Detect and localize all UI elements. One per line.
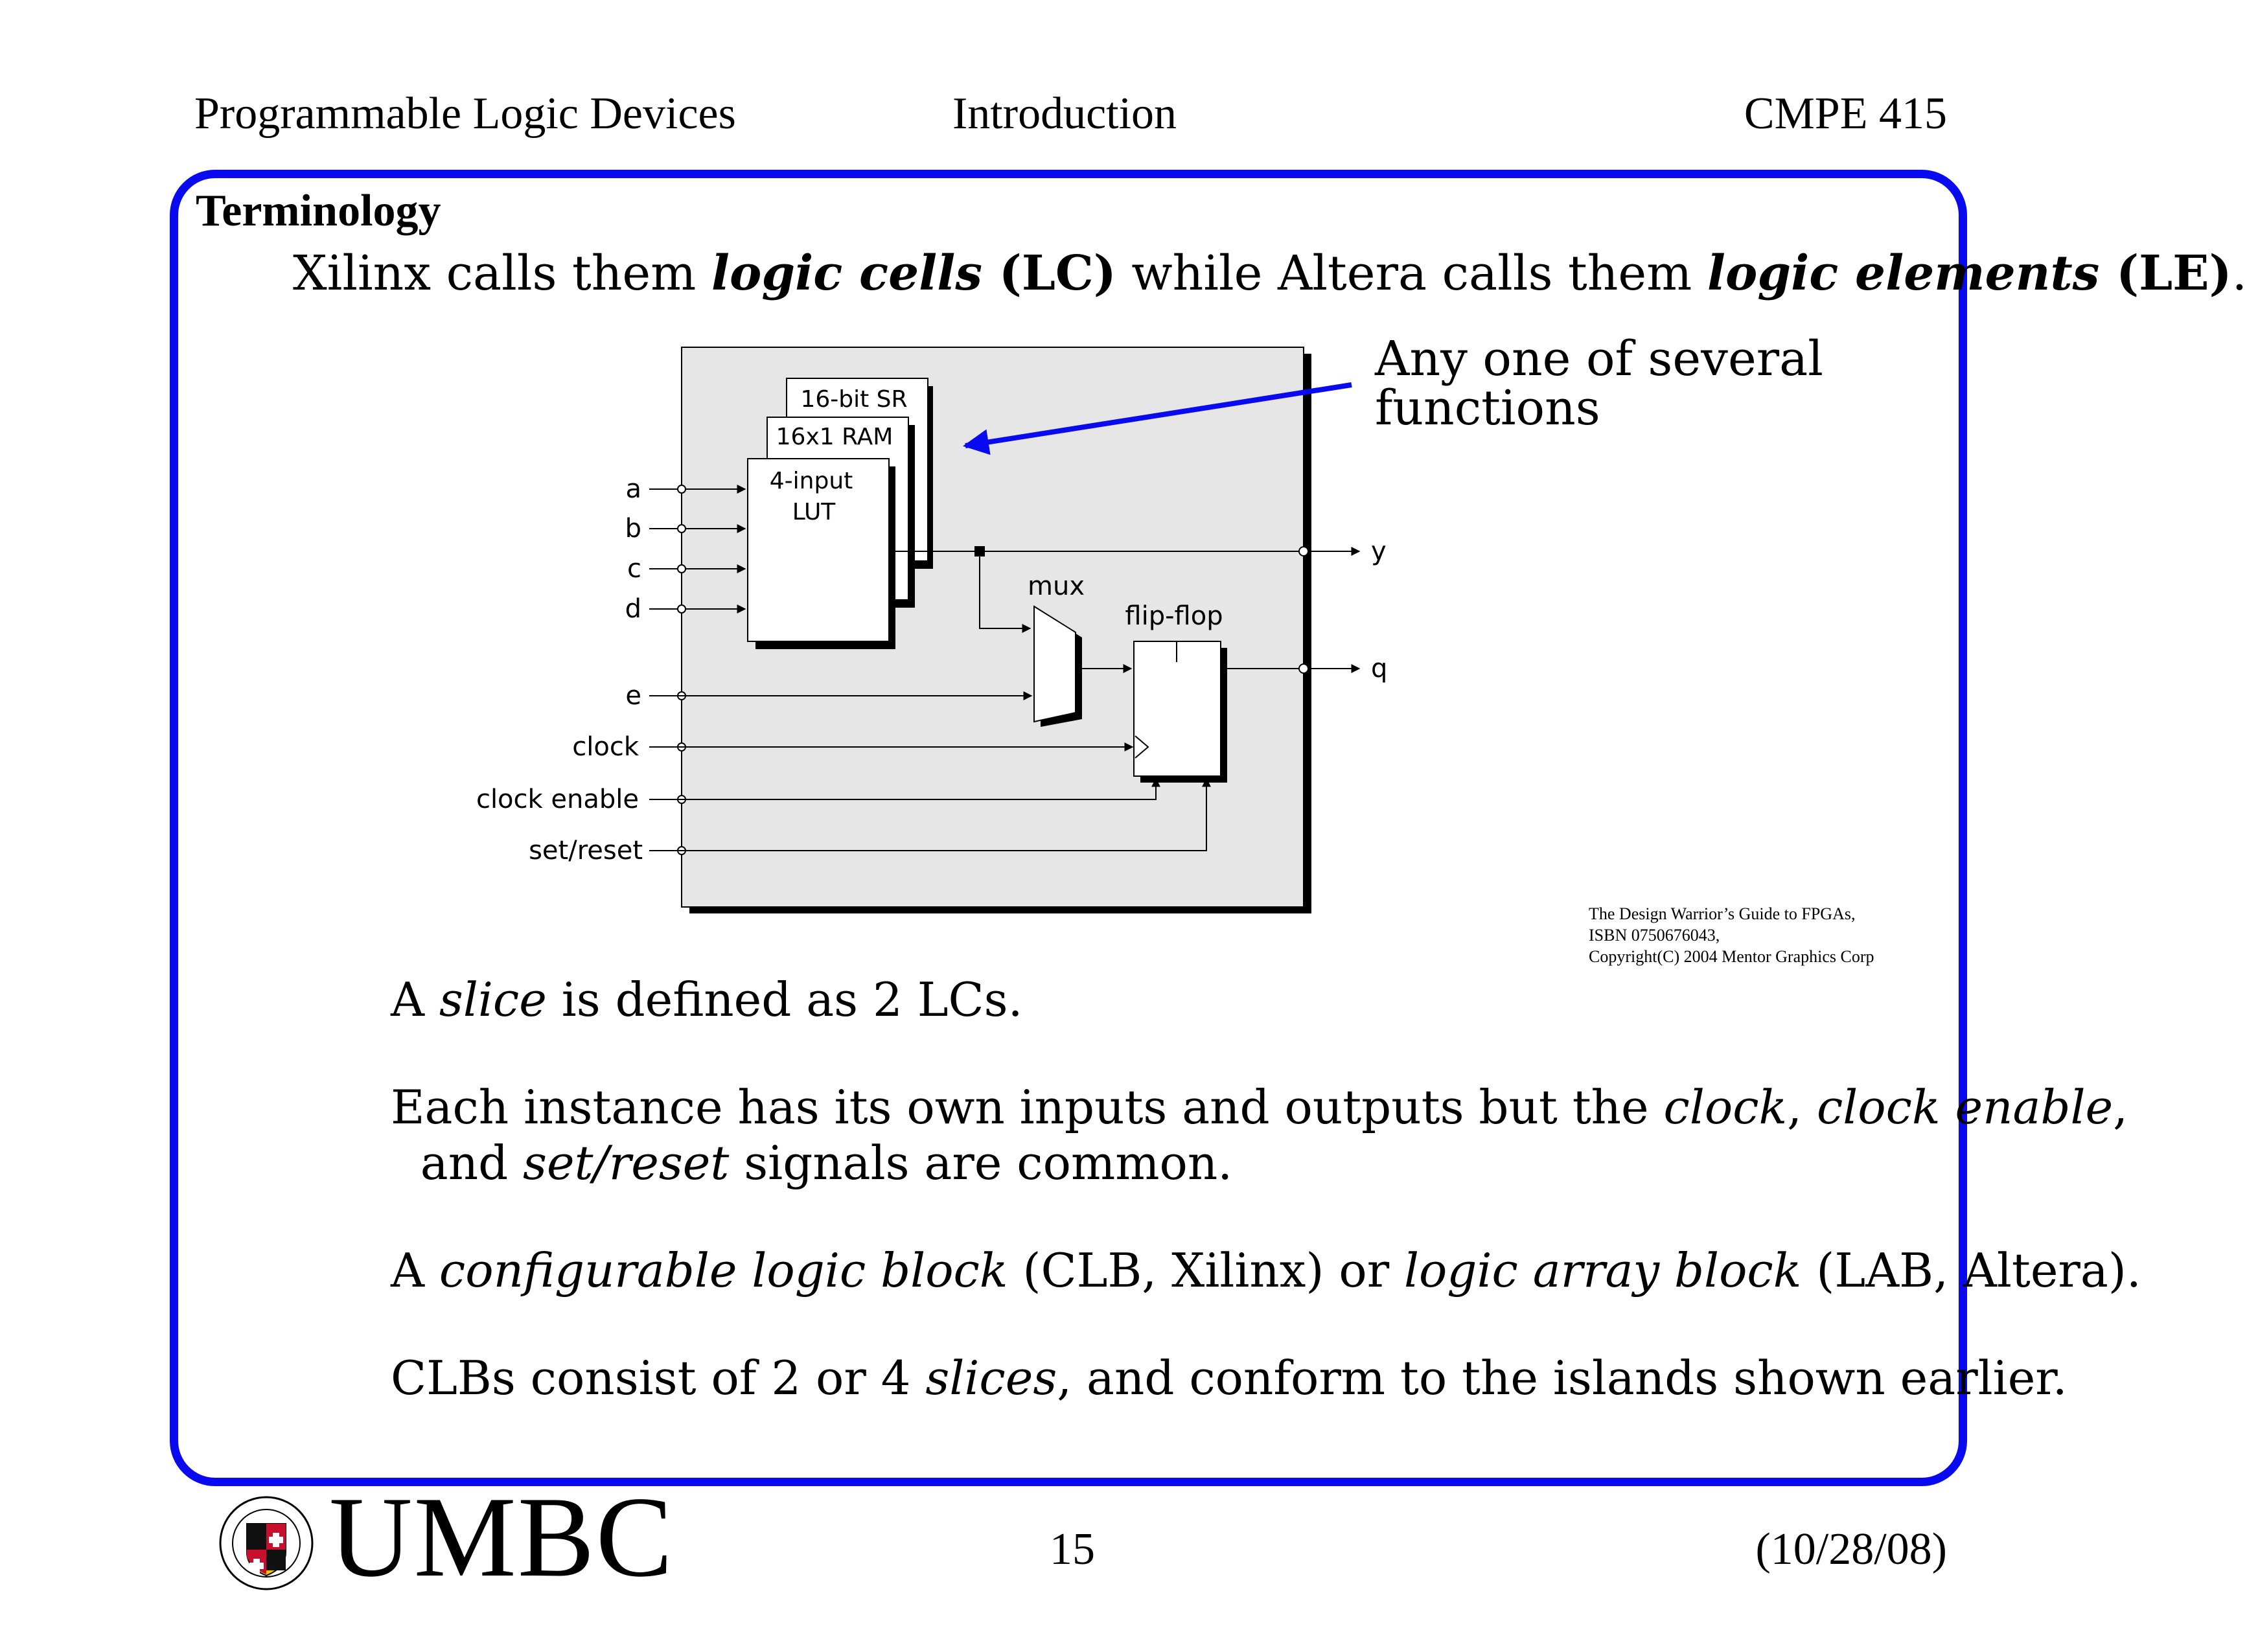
input-label-b: b [625, 514, 641, 544]
text: A [391, 1243, 439, 1298]
term-text-2: while Altera calls them [1116, 246, 1707, 301]
body-paragraph-clbs [391, 1350, 2068, 1406]
callout-text [1375, 331, 1823, 436]
text: , and conform to the islands shown earlier. [1057, 1351, 2068, 1405]
text: and [391, 1136, 524, 1190]
text: (LAB, Altera). [1801, 1243, 2141, 1298]
text: , [1787, 1080, 1817, 1134]
input-label-a: a [625, 474, 641, 504]
term-logic-array-block: logic array block [1404, 1243, 1802, 1298]
input-label-c: c [627, 554, 641, 584]
text: (CLB, Xilinx) or [1008, 1243, 1405, 1298]
section-heading: Terminology [196, 186, 441, 236]
junction-dot [974, 546, 985, 556]
credits-line-3: Copyright(C) 2004 Mentor Graphics Corp [1589, 947, 1874, 966]
input-label-clock-enable: clock enable [476, 785, 639, 814]
term-logic-cells: logic cells [711, 246, 983, 301]
body-paragraph-clb [391, 1243, 2141, 1298]
text: , [2113, 1080, 2128, 1134]
text: CLBs consist of 2 or 4 [391, 1351, 926, 1405]
text: is defined as 2 LCs. [546, 972, 1023, 1027]
header-course-code: CMPE 415 [1744, 89, 1947, 139]
input-label-clock: clock [572, 732, 639, 762]
term-set-reset: set/reset [523, 1136, 730, 1190]
ram-label: 16x1 RAM [776, 424, 893, 450]
flipflop-label: flip-flop [1125, 601, 1223, 631]
header-course-title: Programmable Logic Devices [194, 89, 736, 139]
page-number: 15 [1050, 1524, 1095, 1574]
text: signals are common. [729, 1136, 1233, 1190]
paragraph-line [391, 1135, 2128, 1191]
callout-line-1: Any one of several [1375, 331, 1823, 387]
credits-line-1: The Design Warrior’s Guide to FPGAs, [1589, 904, 1856, 923]
input-label-e: e [625, 681, 641, 711]
term-period: . [2231, 246, 2247, 301]
output-label-y: y [1371, 536, 1387, 566]
term-lc: (LC) [982, 246, 1116, 301]
term-logic-elements: logic elements [1707, 246, 2100, 301]
mux-label: mux [1028, 571, 1085, 601]
credits-line-2: ISBN 0750676043, [1589, 926, 1720, 945]
term-le: (LE) [2099, 246, 2232, 301]
umbc-wordmark: UMBC [329, 1473, 674, 1601]
text: Each instance has its own inputs and outputs but the [391, 1080, 1664, 1134]
sr-label: 16-bit SR [800, 386, 908, 413]
lut-label-line1: 4-input [769, 468, 853, 494]
body-paragraph-slice [391, 972, 1022, 1027]
text: A [391, 972, 439, 1027]
term-text-1: Xilinx calls them [293, 246, 711, 301]
term-clock: clock [1663, 1080, 1788, 1134]
header-section-title: Introduction [952, 89, 1177, 139]
term-configurable-logic-block: configurable logic block [439, 1243, 1008, 1298]
callout-line-2: functions [1375, 380, 1600, 436]
body-paragraph-instance [391, 1079, 2128, 1191]
paragraph-line [391, 1079, 2128, 1135]
lut-label-line2: LUT [792, 499, 836, 525]
umbc-seal-logo [218, 1495, 314, 1591]
slide-date: (10/28/08) [1755, 1524, 1947, 1574]
term-clock-enable: clock enable [1816, 1080, 2114, 1134]
input-label-d: d [625, 594, 641, 624]
output-label-q: q [1371, 654, 1388, 683]
input-label-set-reset: set/reset [529, 836, 643, 866]
term-slice: slice [439, 972, 547, 1027]
figure-credits [1589, 903, 1952, 964]
term-slices: slices [925, 1351, 1057, 1405]
